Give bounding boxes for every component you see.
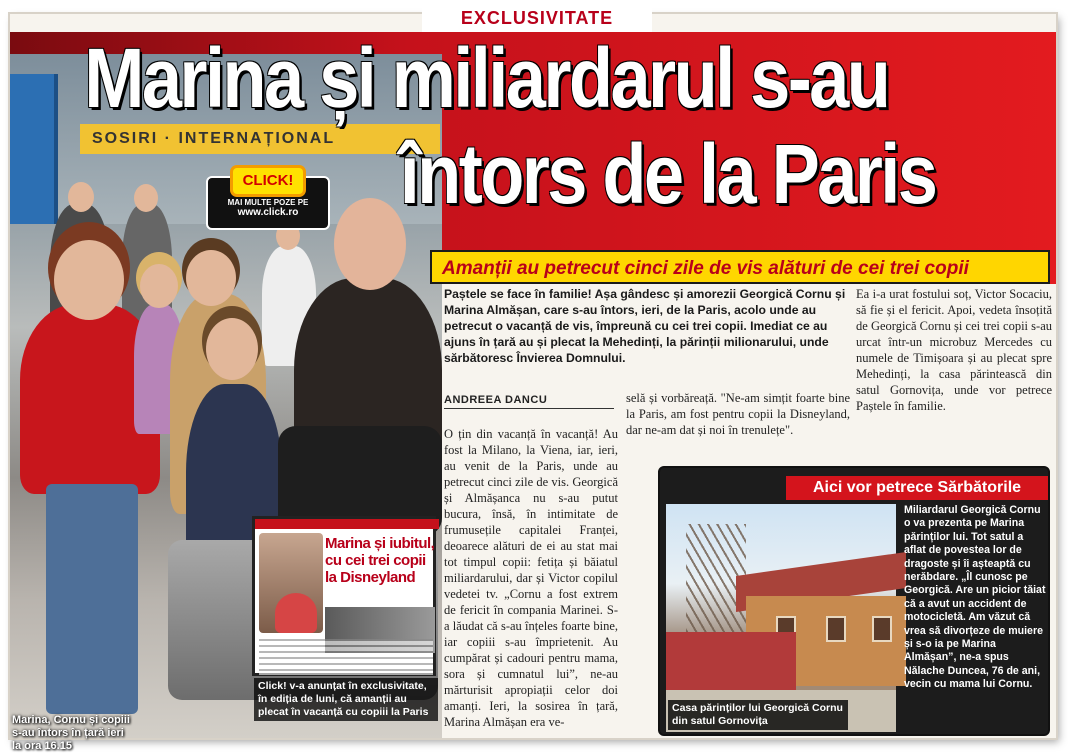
sidebar-box-title: Aici vor petrece Sărbătorile [786, 476, 1048, 500]
click-burst: CLICK! [233, 168, 303, 194]
teen-head [186, 250, 236, 306]
inset-caption: Click! v-a anunțat în exclusivitate, în ediția de luni, că amanții au plecat în vacanță cu copiii la Paris [254, 678, 438, 721]
boy-head [206, 318, 258, 380]
girl-head [140, 264, 178, 308]
subheadline: Amanții au petrecut cinci zile de vis alături de cei trei copii [430, 250, 1050, 284]
headline-line-2: întors de la Paris [399, 127, 936, 221]
house-window [872, 616, 892, 642]
inset-headline: Marina și iubitul, cu cei trei copii la Disneyland [325, 535, 435, 586]
photo-caption: Marina, Cornu și copiii s-au întors în țară ieri la ora 16.15 [12, 714, 130, 752]
article-column-1: O țin din vacanță în vacanță! Au fost la Milano, la Viena, iar, ieri, au venit de la Paris, unde au petrecut cinci zile de vis. Georgică și Almășanca nu s-au putut bucura, însă, în intimitate de frumusețile capitalei Franței, deoarece alături de ei au stat mai tot timpul copii: fetița și băiatul miliardarului, dar și Victor copilul vedetei tv. „Cornu a fost extrem de fericit în compania Marinei. S-a lăudat că s-au înțeles foarte bine, iar copiii s-au împrietenit. Au cumpărat și cadouri pentru mama, sora și cumnatul lui”, ne-au mărturisit apropiații celor doi amanți. Ieri, la sosirea în țară, Marina Almășan era ve- [444, 427, 618, 729]
sidebar-box [658, 466, 1050, 736]
woman-jeans [46, 484, 138, 714]
article-column-2: selă și vorbăreață. "Ne-am simțit foarte bine la Paris, am fost pentru copii la Disneyland, dar ne-am dat și noi în trenulețe". [626, 391, 850, 437]
inset-masthead-bar [255, 519, 439, 529]
author-byline: ANDREEA DANCU [444, 394, 614, 409]
sidebar-box-text: Miliardarul Georgică Cornu o va prezenta pe Marina părinților lui. Tot satul a aflat de povestea lor de dragoste și îi așteaptă cu nerăbdare. „Îl cunosc pe Georgică. Are un picior tăiat că a avut un accident de motocicletă. Am văzut că vrea să divorțeze de muiere și s-o ia pe Marina Almășan”, ne-a spus Nălache Duncea, 76 de ani, vecin cu mama lui Cornu. [904, 504, 1046, 691]
terminal-door [10, 74, 58, 224]
badge-url[interactable]: www.click.ro [237, 207, 299, 218]
house-photo-caption: Casa părinților lui Georgică Cornu din satul Gornovița [668, 700, 848, 730]
inset-text-lines [259, 639, 433, 675]
inset-previous-edition [252, 516, 436, 676]
badge-more-photos: MAI MULTE POZE PE [227, 198, 309, 207]
headline-line-1: Marina și miliardarul s-au [84, 31, 889, 125]
main-headline [58, 30, 1054, 222]
article-column-3: Ea i-a urat fostului soț, Victor Socaciu, să fie și el fericit. Apoi, vedeta însoțită de Georgică Cornu și cei trei copii s-au urcat într-un microbuz Mercedes cu numele de Timișoara și au plecat spre Mehedinți, la casa părintească din satul Gornovița, unde vor petrece Paștele în familie. [856, 287, 1052, 413]
arrivals-sign: SOSIRI · INTERNAȚIONAL [80, 124, 440, 154]
house-photo [666, 504, 896, 732]
lead-paragraph: Paștele se face în familie! Așa gândesc și amorezii Georgică Cornu și Marina Almășan, care s-au întors, ieri, de la Paris, acolo unde au petrecut o vacanță de vis, împreună cu cei trei copii. Imediat ce au ajuns în țară au și plecat la Mehedinți, la părinții milionarului, unde sărbătoresc Învierea Domnului. [444, 287, 846, 365]
inset-photo-child [275, 593, 317, 633]
woman-head [54, 240, 124, 320]
newspaper-clipping [10, 8, 1056, 752]
section-kicker: EXCLUSIVITATE [422, 8, 652, 32]
red-fence [666, 632, 796, 692]
house-window [826, 616, 846, 642]
